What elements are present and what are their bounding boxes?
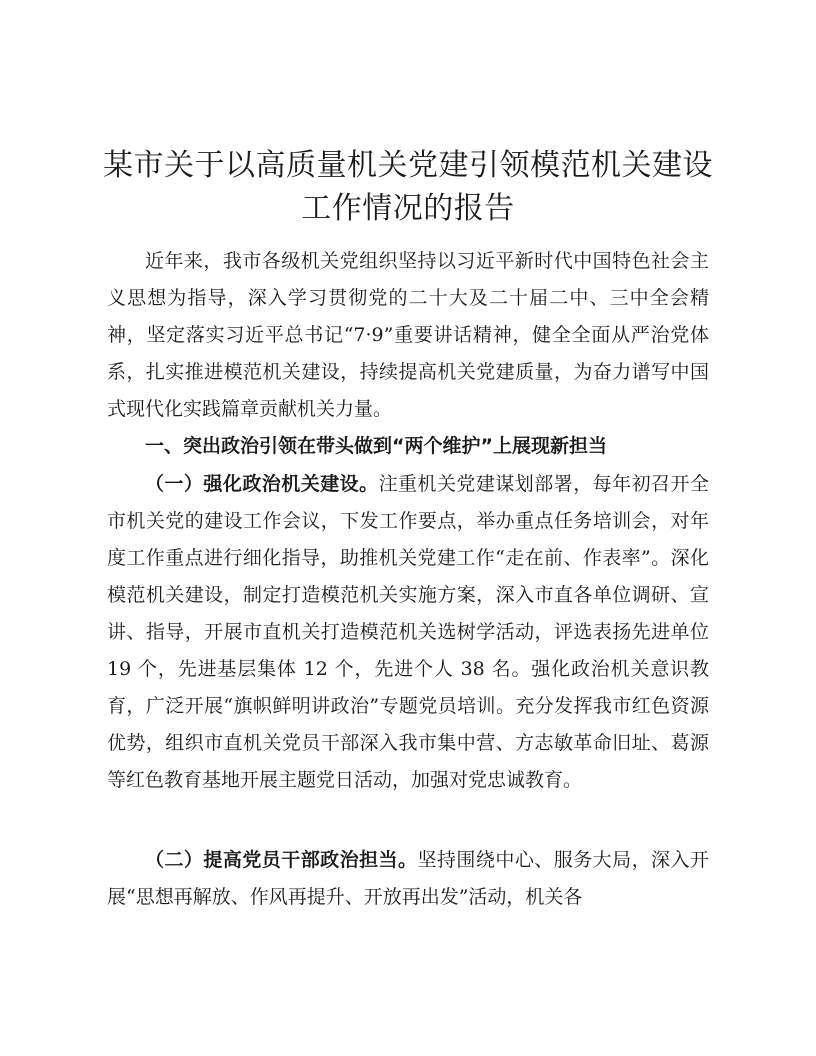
subsection-1 [107, 466, 709, 799]
subsection-2-paragraph [107, 842, 709, 916]
subsection-1-lead: （一）强化政治机关建设。 [145, 473, 379, 495]
intro-text: 近年来，我市各级机关党组织坚持以习近平新时代中国特色社会主义思想为指导，深入学习贯彻党的二十大及二十届二中、三中全会精神，坚定落实习近平总书记“7·9”重要讲话精神，健全全面从严治党体系，扎实推进模范机关建设，持续提高机关党建质量，为奋力谱写中国式现代化实践篇章贡献机关力量。 [107, 250, 709, 420]
subsection-2 [107, 842, 709, 916]
subsection-1-text: 注重机关党建谋划部署，每年初召开全市机关党的建设工作会议，下发工作要点，举办重点任务培训会，对年度工作重点进行细化指导，助推机关党建工作“走在前、作表率”。深化模范机关建设，制定打造模范机关实施方案，深入市直各单位调研、宣讲、指导，开展市直机关打造模范机关选树学活动，评选表扬先进单位 19 个，先进基层集体 12 个，先进个人 38 名。强化政治机关意识教育，广泛开展“旗帜鲜明讲政治”专题党员培训。充分发挥我市红色资源优势，组织市直机关党员干部深入我市集中营、方志敏革命旧址、葛源等红色教育基地开展主题党日活动，加强对党忠诚教育。 [107, 473, 709, 791]
title-line-2: 工作情况的报告 [301, 191, 515, 226]
title-line-1: 某市关于以高质量机关党建引领模范机关建设 [103, 148, 713, 183]
subsection-2-lead: （二）提高党员干部政治担当。 [145, 849, 418, 871]
section-1-heading: 一、突出政治引领在带头做到“两个维护”上展现新担当 [145, 435, 607, 457]
document-title [100, 144, 716, 230]
intro-paragraph [107, 243, 709, 428]
subsection-1-paragraph [107, 466, 709, 799]
subsection-2-text: 坚持围绕中心、服务大局，深入开展“思想再解放、作风再提升、开放再出发”活动，机关各 [107, 849, 709, 908]
